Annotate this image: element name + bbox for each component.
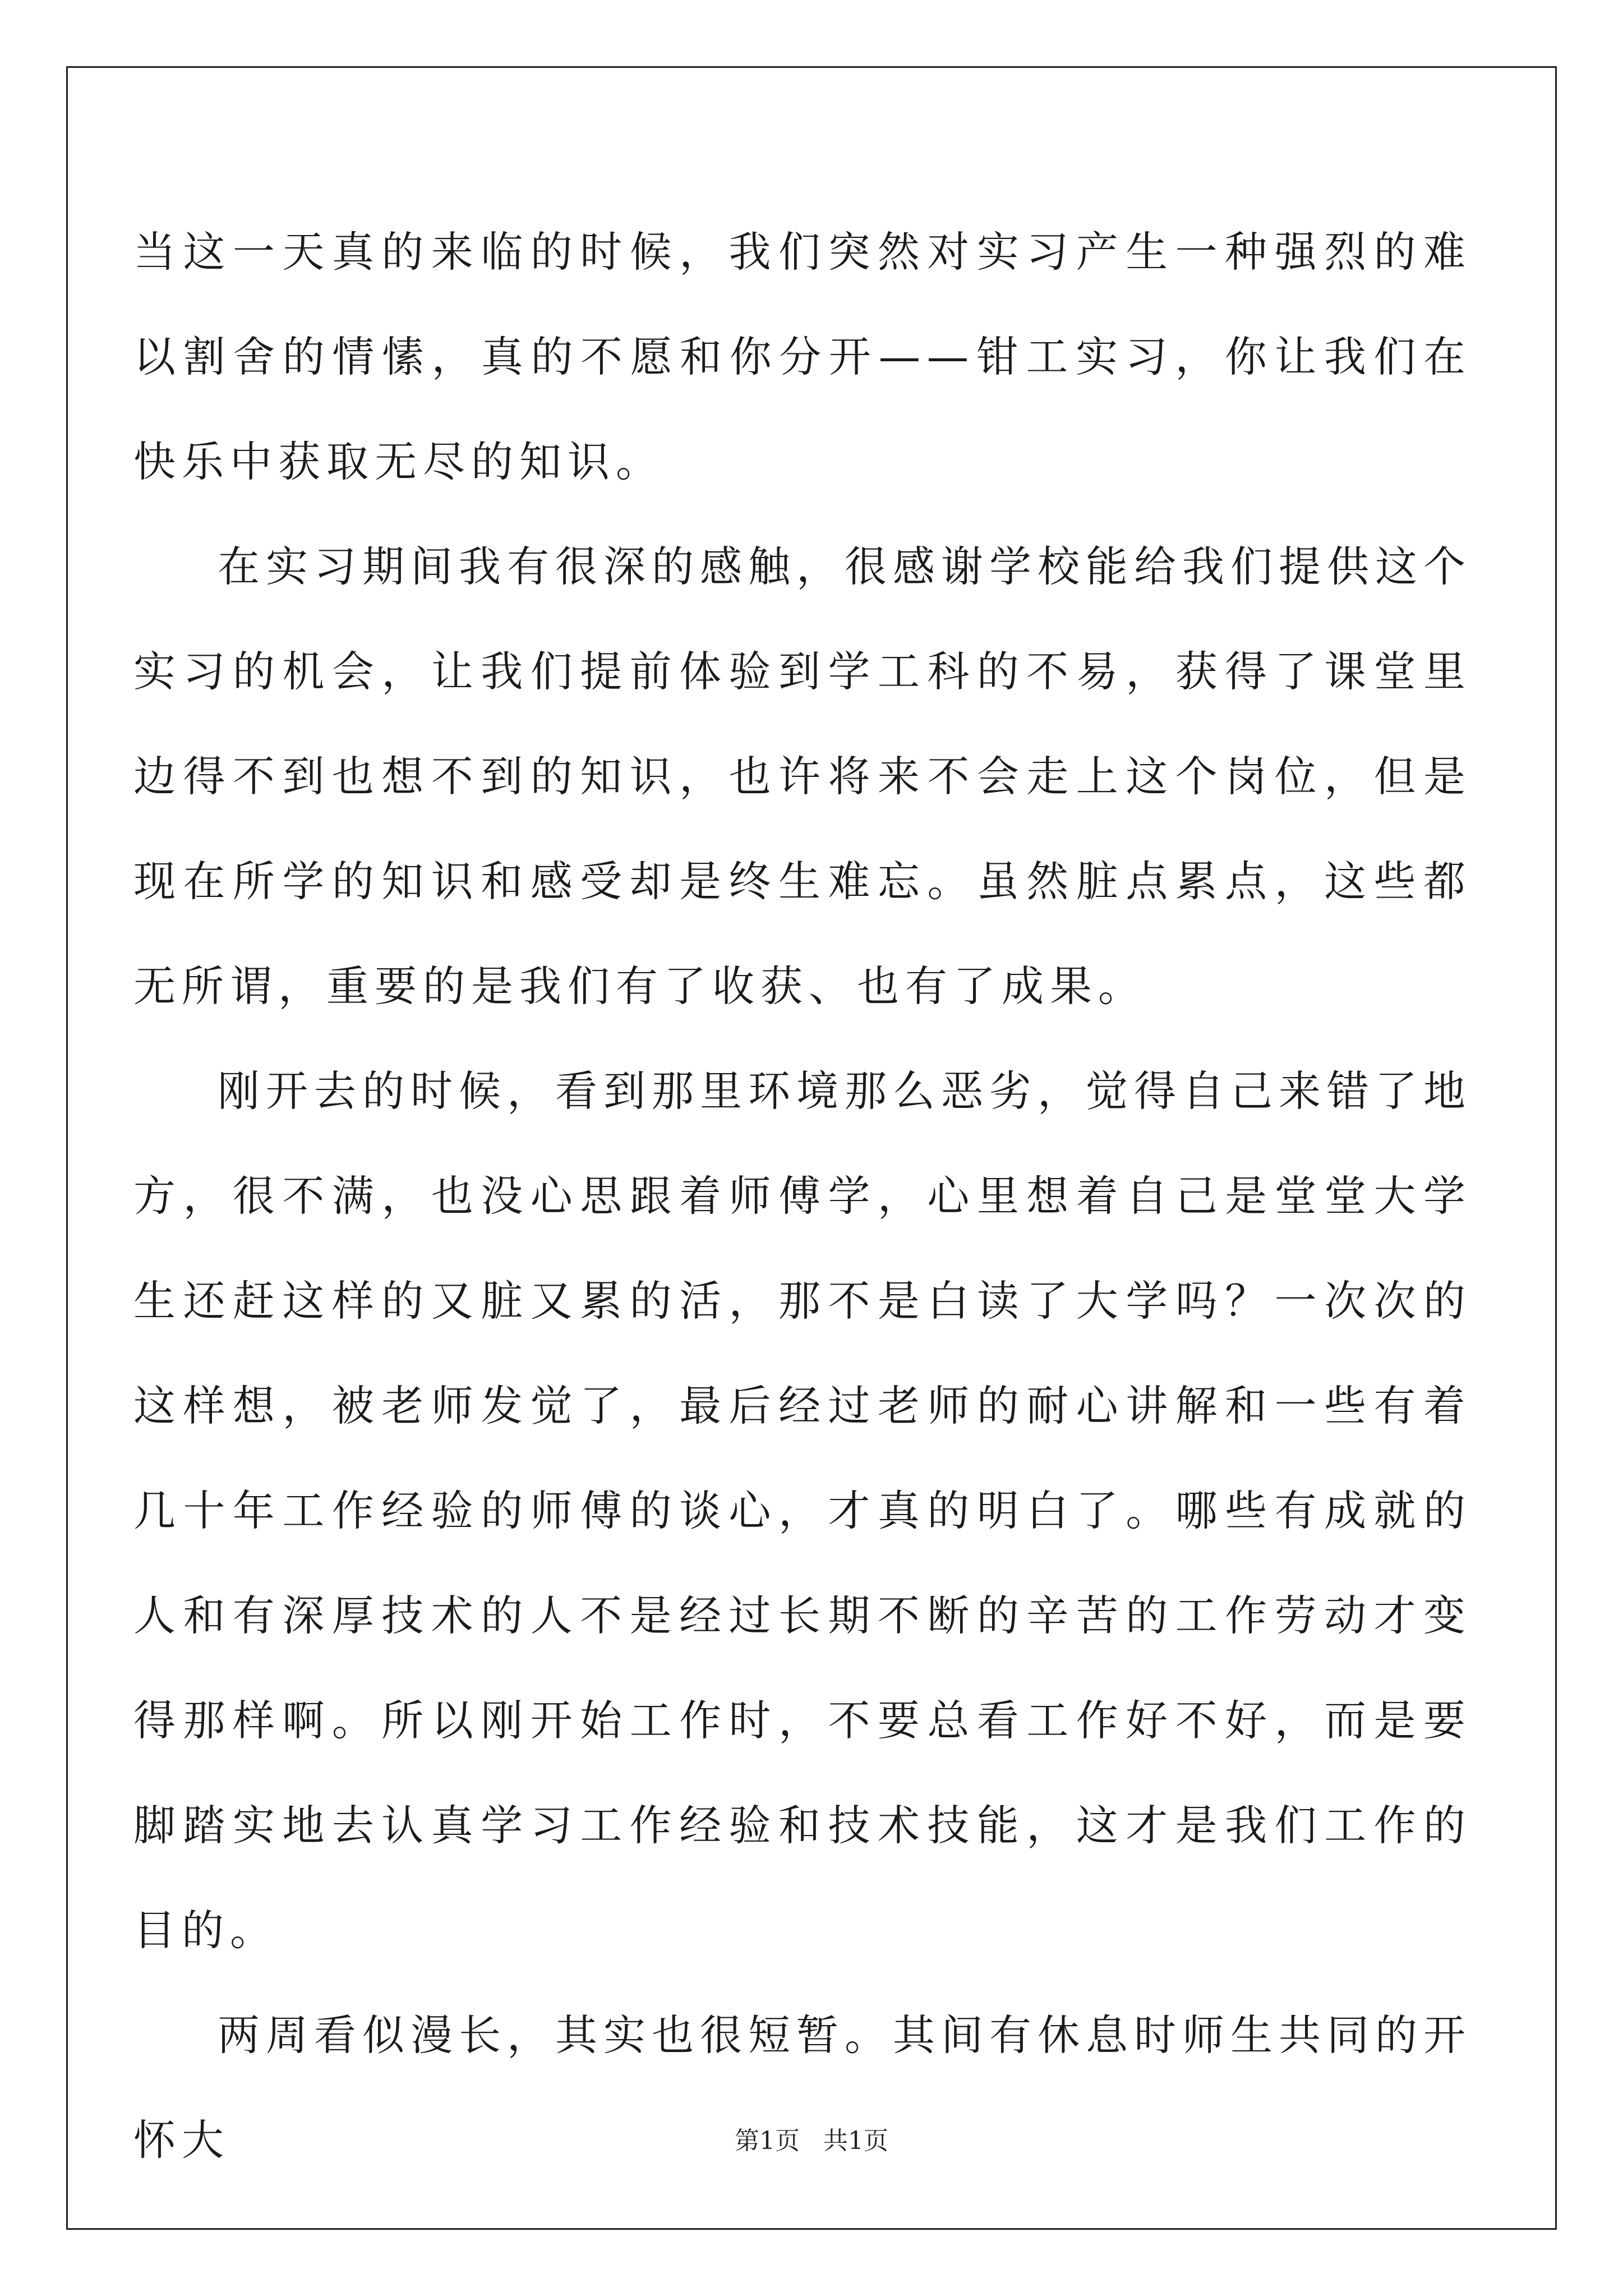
document-body [133, 200, 1472, 2193]
paragraph-3: 刚开去的时候，看到那里环境那么恶劣，觉得自己来错了地方，很不满，也没心思跟着师傅学，心里想着自己是堂堂大学生还赶这样的又脏又累的活，那不是白读了大学吗？一次次的这样想，被老师发觉了，最后经过老师的耐心讲解和一些有着几十年工作经验的师傅的谈心，才真的明白了。哪些有成就的人和有深厚技术的人不是经过长期不断的辛苦的工作劳动才变得那样啊。所以刚开始工作时，不要总看工作好不好，而是要脚踏实地去认真学习工作经验和技术技能，这才是我们工作的目的。 [133, 1066, 1472, 1955]
paragraph-4: 两周看似漫长，其实也很短暂。其间有休息时师生共同的开怀大 [133, 2010, 1472, 2165]
paragraph-2: 在实习期间我有很深的感触，很感谢学校能给我们提供这个实习的机会，让我们提前体验到学工科的不易，获得了课堂里边得不到也想不到的知识，也许将来不会走上这个岗位，但是现在所学的知识和感受却是终生难忘。虽然脏点累点，这些都无所谓，重要的是我们有了收获、也有了成果。 [133, 542, 1472, 1011]
page-number-footer: 第1页 共1页 [735, 2127, 888, 2155]
paragraph-1: 当这一天真的来临的时候，我们突然对实习产生一种强烈的难以割舍的情愫，真的不愿和你分开——钳工实习，你让我们在快乐中获取无尽的知识。 [133, 227, 1472, 486]
